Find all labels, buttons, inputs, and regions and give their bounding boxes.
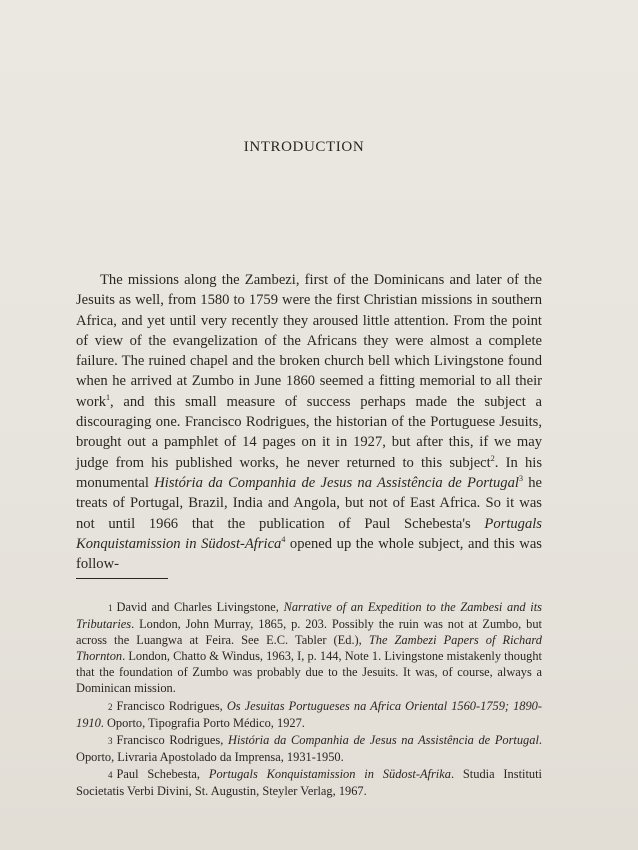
footnote-text: David and Charles Livingstone, bbox=[116, 600, 284, 614]
paragraph bbox=[76, 270, 542, 574]
page-title: INTRODUCTION bbox=[243, 139, 365, 155]
footnote-text: Francisco Rodrigues, bbox=[116, 732, 228, 747]
footnote-divider bbox=[76, 578, 168, 579]
book-title: Os Jesuitas Portugueses na Africa Oriental 1560-1759; 1890-1910 bbox=[76, 698, 543, 730]
book-title: The Zambezi Papers of Richard Thornton bbox=[76, 633, 542, 664]
footnote-1 bbox=[76, 599, 542, 697]
book-title: Portugals Konquistamission in Südost-Africa bbox=[76, 515, 542, 552]
footnote-number: 3 bbox=[108, 735, 113, 746]
footnote-text: Paul Schebesta, bbox=[116, 766, 209, 781]
footnote-number: 4 bbox=[108, 769, 113, 780]
footnote-text: Francisco Rodrigues, bbox=[116, 698, 227, 713]
footnote-text: . Oporto, Livraria Apostolado da Imprensa, 1931-1950. bbox=[76, 732, 542, 764]
text-run: , and this small measure of success perhaps made the subject a discouraging one. Francisco Rodrigues, the historian of the Portuguese Jesuits, brought out a pamphlet of 14 pages on it in 1927, but after this, if we may judge from his published works, he never returned to this subject bbox=[76, 393, 542, 471]
footnote-ref-1: 1 bbox=[106, 392, 110, 402]
footnote-text: . London, John Murray, 1865, p. 203. Possibly the ruin was not at Zumbo, but across the Luangwa at Feira. See E.C. Tabler (Ed.), bbox=[76, 617, 542, 648]
book-title: Portugals Konquistamission in Südost-Afrika bbox=[208, 766, 451, 781]
footnote-2 bbox=[76, 698, 542, 731]
text-run: . In his monumental bbox=[76, 454, 543, 491]
footnote-number: 2 bbox=[108, 701, 113, 712]
text-run: opened up the whole subject, and this was follow- bbox=[76, 535, 542, 573]
footnote-number: 1 bbox=[108, 603, 113, 613]
footnote-4 bbox=[76, 766, 542, 799]
footnote-text: . Oporto, Tipografia Porto Médico, 1927. bbox=[100, 715, 305, 730]
book-title: História da Companhia de Jesus na Assistência de Portugal bbox=[154, 474, 519, 491]
footnote-3 bbox=[76, 732, 542, 765]
footnote-ref-4: 4 bbox=[281, 535, 286, 544]
body-text bbox=[76, 270, 542, 574]
footnote-text: . Studia Instituti Societatis Verbi Divini, St. Augustin, Steyler Verlag, 1967. bbox=[76, 766, 542, 799]
footnote-ref-3: 3 bbox=[518, 474, 523, 484]
text-run: he treats of Portugal, Brazil, India and Angola, but not of East Africa. So it was not until 1966 that the publication of Paul Schebesta's bbox=[76, 474, 542, 532]
book-title: Narrative of an Expedition to the Zambesi and its Tributaries bbox=[76, 600, 543, 632]
book-title: História da Companhia de Jesus na Assistência de Portugal bbox=[228, 732, 539, 747]
footnotes bbox=[76, 599, 542, 799]
footnote-ref-2: 2 bbox=[490, 453, 495, 463]
text-run: The missions along the Zambezi, first of the Dominicans and later of the Jesuits as well, from 1580 to 1759 were the first Christian missions in southern Africa, and yet until very recently they aroused little attention. From the point of view of the evangelization of the Africans they were almost a complete failure. The ruined chapel and the broken church bell which Livingstone found when he arrived at Zumbo in June 1860 seemed a fitting memorial to all their work bbox=[76, 272, 542, 410]
footnote-text: . London, Chatto & Windus, 1963, I, p. 144, Note 1. Livingstone mistakenly thought that the foundation of Zumbo was probably due to the Jesuits. It was, of course, always a Dominican mission. bbox=[76, 649, 542, 696]
